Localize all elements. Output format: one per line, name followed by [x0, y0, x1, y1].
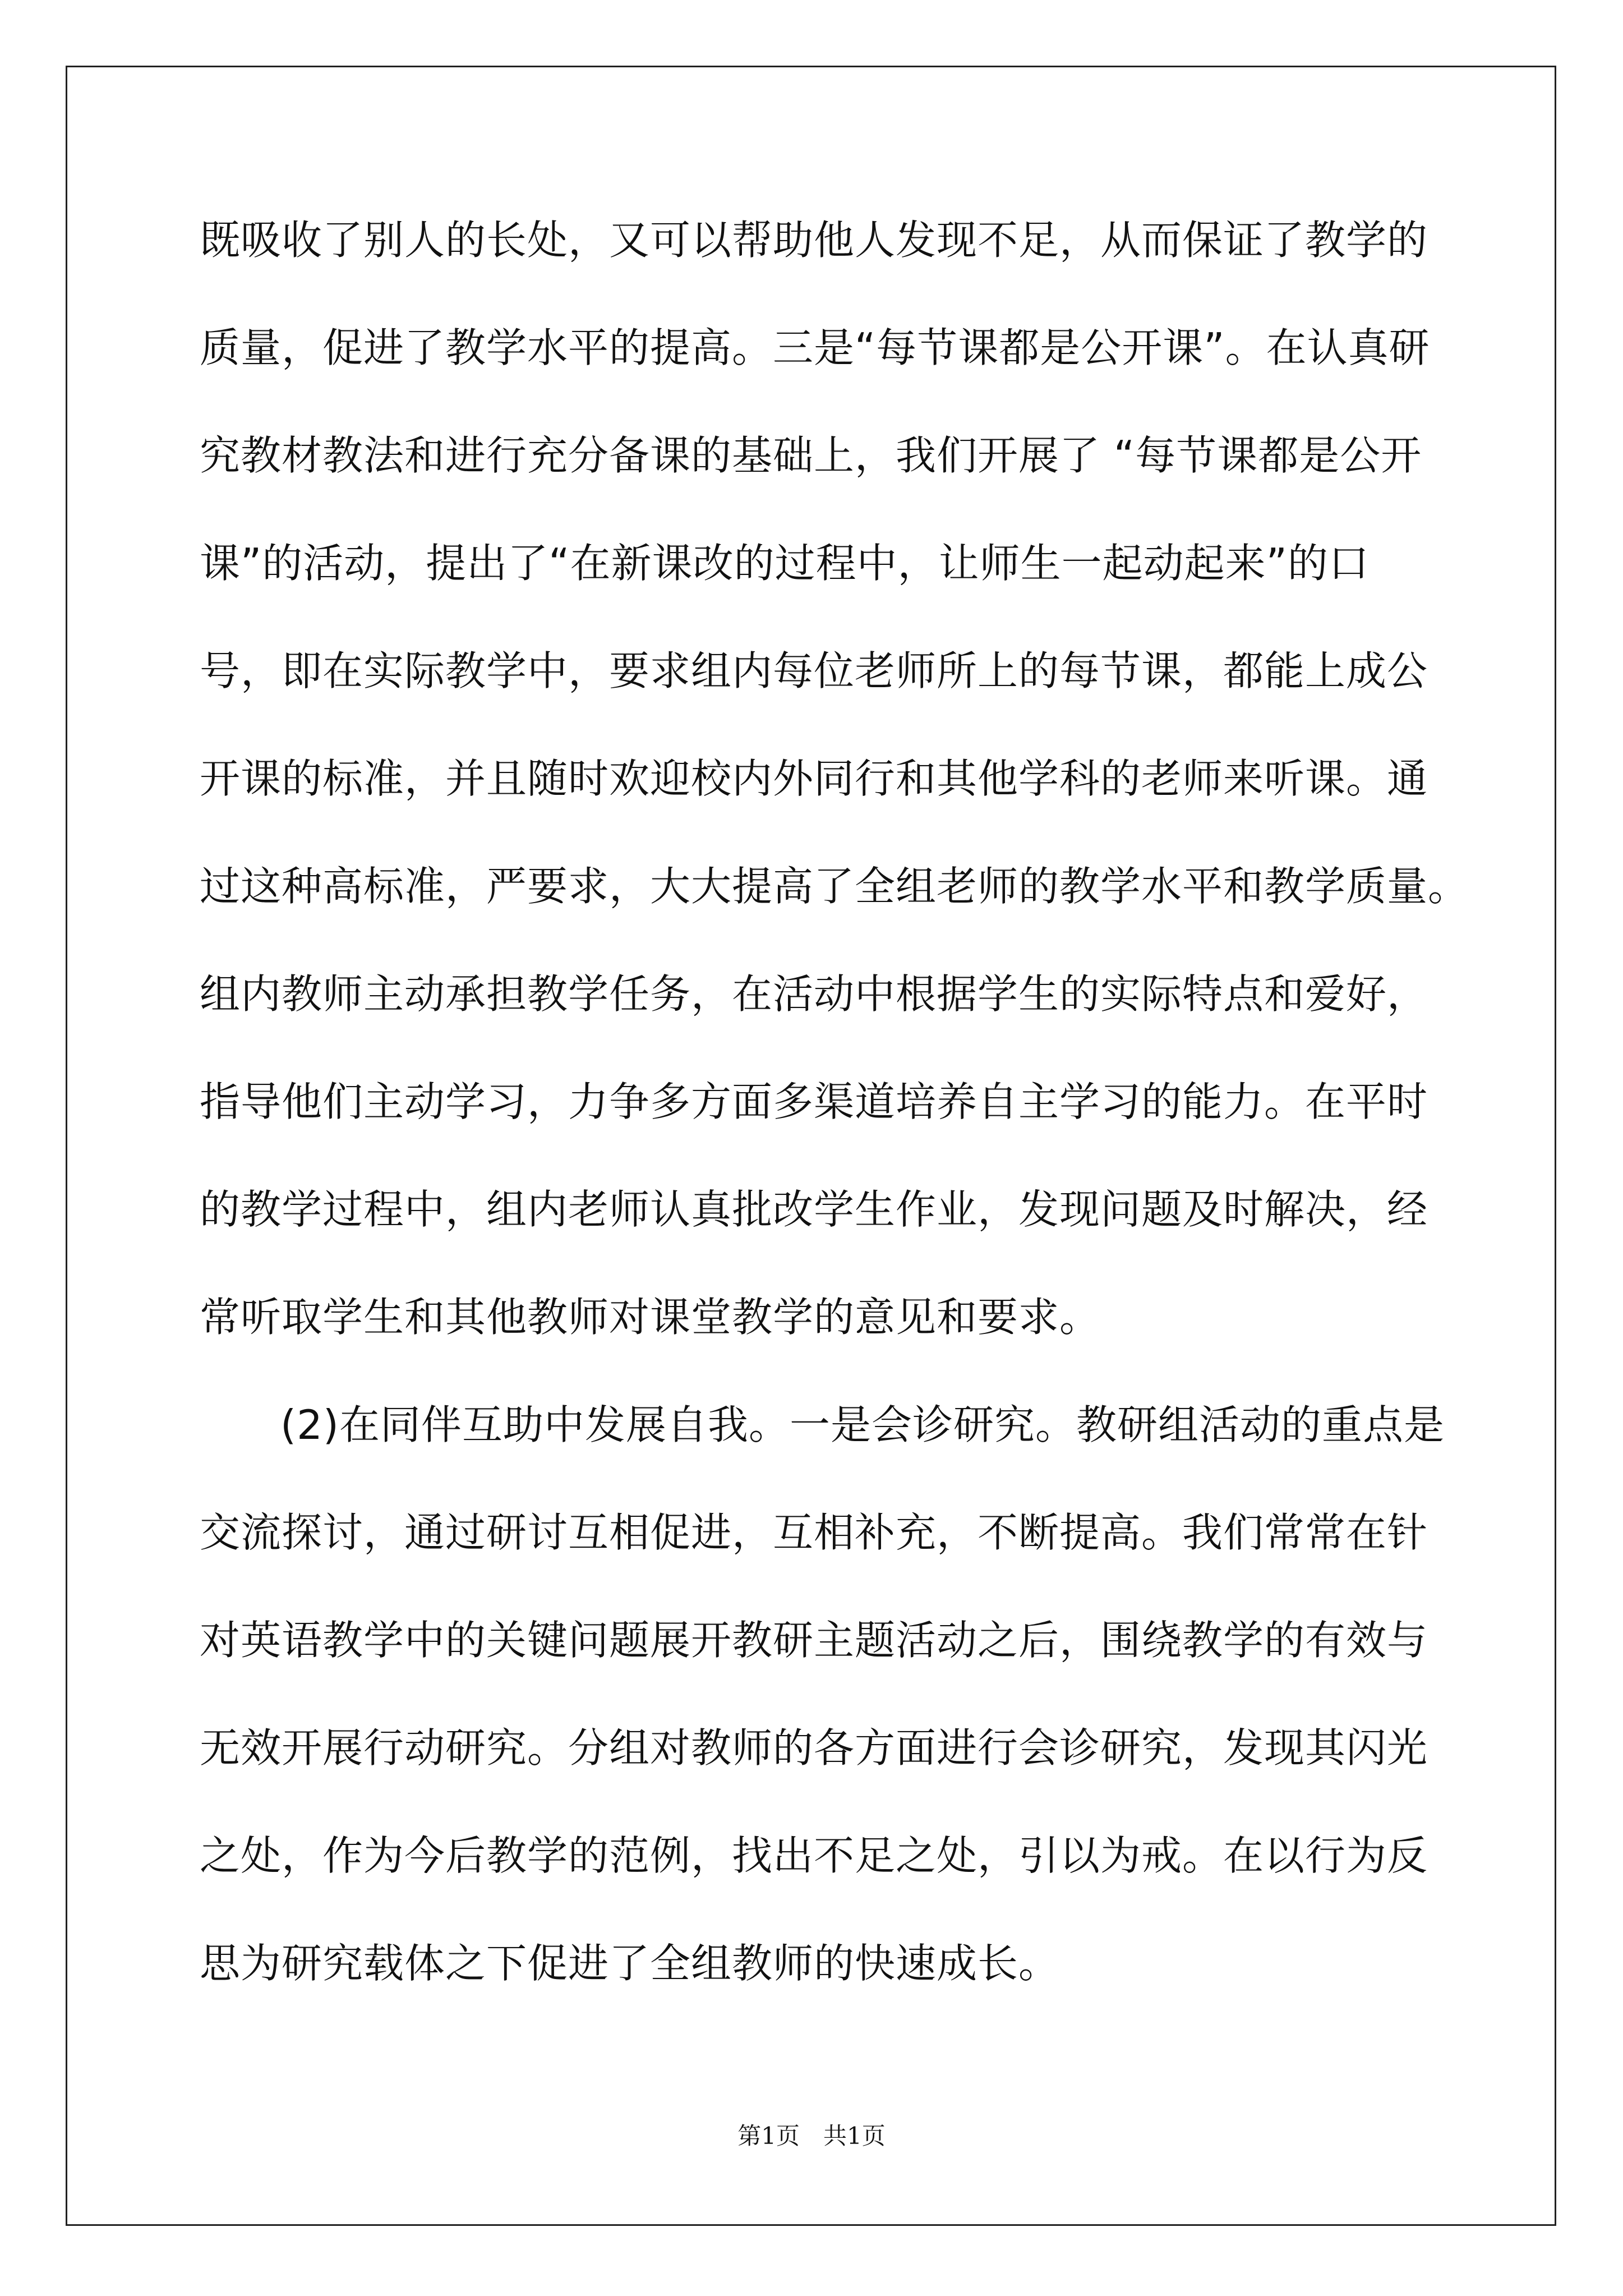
text-line: 对英语教学中的关键问题展开教研主题活动之后，围绕教学的有效与 — [200, 1617, 1428, 1664]
text-line: 过这种高标准，严要求，大大提高了全组老师的教学水平和教学质量。 — [200, 863, 1469, 910]
paragraph-start-line: (2)在同伴互助中发展自我。一是会诊研究。教研组活动的重点是 — [280, 1401, 1445, 1448]
text-line: 究教材教法和进行充分备课的基础上，我们开展了 “每节课都是公开 — [200, 432, 1422, 479]
text-line: 的教学过程中，组内老师认真批改学生作业，发现问题及时解决，经 — [200, 1186, 1428, 1233]
text-line: 常听取学生和其他教师对课堂教学的意见和要求。 — [200, 1294, 1101, 1341]
text-line: 之处，作为今后教学的范例，找出不足之处，引以为戒。在以行为反 — [200, 1832, 1428, 1879]
text-line: 课”的活动，提出了“在新课改的过程中，让师生一起动起来”的口 — [200, 540, 1370, 587]
text-line: 质量，促进了教学水平的提高。三是“每节课都是公开课”。在认真研 — [200, 324, 1430, 371]
page-border — [66, 66, 1556, 2226]
text-line: 号，即在实际教学中，要求组内每位老师所上的每节课，都能上成公 — [200, 647, 1428, 694]
text-line: 无效开展行动研究。分组对教师的各方面进行会诊研究，发现其闪光 — [200, 1724, 1428, 1772]
text-line: 思为研究载体之下促进了全组教师的快速成长。 — [200, 1940, 1060, 1987]
text-line: 组内教师主动承担教学任务，在活动中根据学生的实际特点和爱好， — [200, 970, 1428, 1018]
text-line: 既吸收了别人的长处，又可以帮助他人发现不足，从而保证了教学的 — [200, 217, 1428, 264]
text-line: 指导他们主动学习，力争多方面多渠道培养自主学习的能力。在平时 — [200, 1078, 1428, 1125]
text-line: 开课的标准，并且随时欢迎校内外同行和其他学科的老师来听课。通 — [200, 755, 1428, 802]
page-number-footer: 第1页 共1页 — [737, 2122, 886, 2150]
text-line: 交流探讨，通过研讨互相促进，互相补充，不断提高。我们常常在针 — [200, 1509, 1428, 1556]
